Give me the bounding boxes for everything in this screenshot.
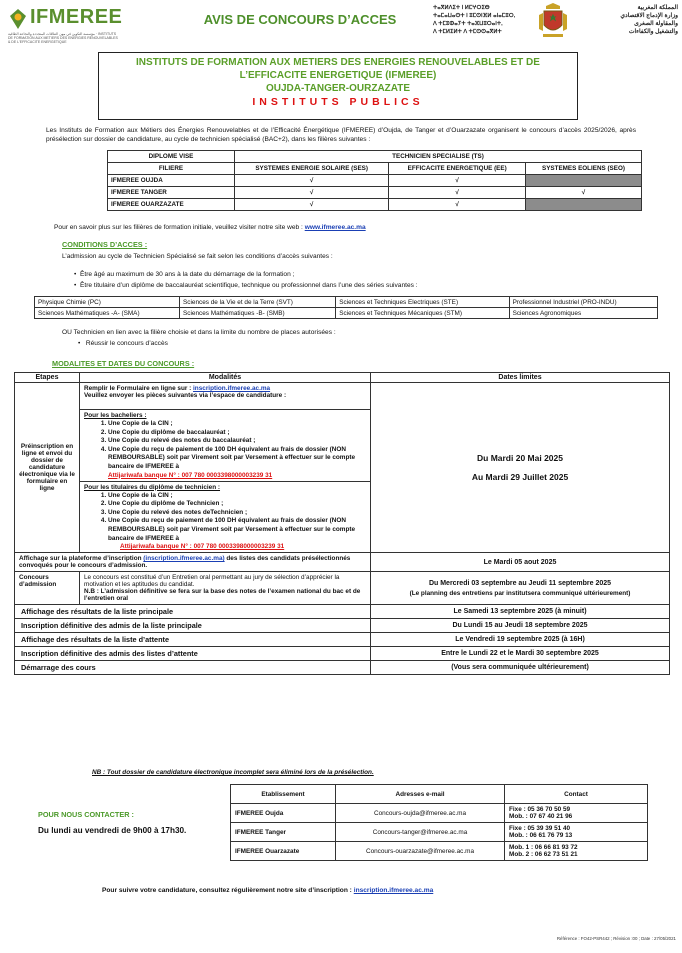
table-header: Etapes — [15, 373, 80, 383]
preinscription-dates: Du Mardi 20 Mai 2025 Au Mardi 29 Juillet 2025 — [371, 383, 670, 553]
table-cell: DIPLOME VISE — [108, 151, 235, 163]
table-row — [15, 572, 670, 605]
arabic-ministry-text: المملكة المغربية وزارة الإدماج الاقتصادي والمقاولة الصغرى والتشغيل والكفاءات — [620, 5, 678, 35]
table-cell: √ — [235, 175, 389, 187]
table-cell: Le Mardi 05 aout 2025 — [371, 553, 670, 572]
preinscription-label: Préinscription en ligne et envoi du dossier de candidature électronique via le formulaire en ligne — [15, 383, 80, 553]
table-cell: √ — [235, 199, 389, 211]
title-line-4: INSTITUTS PUBLICS — [252, 96, 424, 108]
table-cell: SYSTEMES ENERGIE SOLAIRE (SES) — [235, 163, 389, 175]
inscription-link[interactable]: inscription.ifmeree.ac.ma — [193, 385, 271, 392]
table-cell: Entre le Lundi 22 et le Mardi 30 septembre 2025 — [371, 647, 670, 661]
table-cell: Inscription définitive des admis des listes d’attente — [15, 647, 371, 661]
contact-hours: Du lundi au vendredi de 9h00 à 17h30. — [38, 826, 187, 835]
inscription-link[interactable]: inscription.ifmeree.ac.ma — [353, 887, 434, 894]
table-cell: Sciences et Techniques Mécaniques (STM) — [336, 308, 509, 319]
condition-bullet: • Être âgé au maximum de 30 ans à la date du démarrage de la formation ; — [74, 271, 295, 278]
conditions-intro: L’admission au cycle de Technicien Spécialisé se fait selon les conditions d’accès suivantes : — [62, 253, 333, 260]
table-cell: IFMEREE TANGER — [108, 187, 235, 199]
table-cell: Affichage des résultats de la liste principale — [15, 605, 371, 619]
table-row — [231, 842, 648, 861]
contact-heading: POUR NOUS CONTACTER : — [38, 810, 134, 819]
table-row — [15, 661, 670, 675]
series-table — [34, 296, 658, 319]
email-link[interactable]: Concours-ouarzazate@ifmeree.ac.ma — [336, 842, 505, 861]
table-cell: √ — [389, 187, 526, 199]
logo-subtitle: مؤسسة التكوين في مهن الطاقات المتجددة والنجاعة الطاقية · INSTITUTS DE FORMATION AUX METIERS DES ENERGIES RENOUVELABLES & DE L'EFFICACITE ENERGETIQUE — [8, 32, 118, 44]
table-cell: √ — [235, 187, 389, 199]
table-header: Dates limites — [371, 373, 670, 383]
table-cell: FILIERE — [108, 163, 235, 175]
concours-cell: Le concours est constitué d’un Entretien oral permettant au jury de sélection d’apprécier la motivation et les aptitudes du candidat. N.B : L’admission définitive se fera sur la base des notes de l’examen national du bac et de l’entretien oral — [80, 572, 371, 605]
table-cell: Du Lundi 15 au Jeudi 18 septembre 2025 — [371, 619, 670, 633]
bacheliers-cell: Pour les bacheliers : 1. Une Copie de la CIN ; 2. Une Copie du diplôme de baccalauréat ; 3. Une Copie du relevé des notes du baccalauréat ; 4. Une Copie du reçu de paiement de 100 DH équivalent au frais de dossier (NON REMBOURSABLE) soit par Virement soit par Versement à effectuer sur le compte bancaire de IFMEREE à Attijariwafa banque N° : 007 780 0003398000003239 31 — [80, 410, 371, 482]
title-box — [98, 52, 578, 120]
modalites-heading: MODALITES ET DATES DU CONCOURS : — [52, 359, 195, 368]
contact-table — [230, 784, 648, 861]
table-row — [35, 308, 658, 319]
logo-text: IFMEREE — [30, 6, 123, 28]
table-cell: Mob. 1 : 06 66 81 93 72 Mob. 2 : 06 62 73 51 21 — [505, 842, 648, 861]
table-cell: Sciences Mathématiques -B- (SMB) — [180, 308, 336, 319]
table-header: Contact — [505, 785, 648, 804]
title-line-3: OUJDA-TANGER-OURZAZATE — [265, 83, 411, 94]
table-cell: Démarrage des cours — [15, 661, 371, 675]
table-cell: EFFICACITE ENERGETIQUE (EE) — [389, 163, 526, 175]
modalites-table — [14, 372, 670, 675]
table-cell: Sciences Mathématiques -A- (SMA) — [35, 308, 180, 319]
table-cell: √ — [389, 175, 526, 187]
tifinagh-text: ⵜⴰⴳⵍⴷⵉⵜ ⵏ ⵍⵎⵖⵔⵉⴱ ⵜⴰⵎⴰⵡⴰⵙⵜ ⵏ ⵓⵎⵙⵏⴼⵍ ⴰⵏⴰⵎⵓⵔ, ⴷ ⵜⵎⵓⵀⴰⵢⵜ ⵜⴰⵣⵡⵓⵔⴰⵏⵜ, ⴷ ⵜⵎⵍⵉⵍⵜ ⴷ ⵜⵎⵙⵙⴰⴳⵍⵜ — [433, 5, 516, 35]
table-cell: IFMEREE OUJDA — [108, 175, 235, 187]
title-line-2: L’EFFICACITE ENERGETIQUE (IFMEREE) — [239, 70, 437, 81]
table-cell: Le Vendredi 19 septembre 2025 (à 16H) — [371, 633, 670, 647]
table-cell: Fixe : 05 36 70 50 59 Mob. : 07 67 40 21 96 — [505, 804, 648, 823]
table-cell: (Vous sera communiquée ultérieurement) — [371, 661, 670, 675]
concours-label: Concours d’admission — [15, 572, 80, 605]
table-cell: Le Samedi 13 septembre 2025 (à minuit) — [371, 605, 670, 619]
suivre-line: Pour suivre votre candidature, consultez régulièrement notre site d’inscription : inscription.ifmeree.ac.ma — [102, 887, 434, 894]
more-info-line: Pour en savoir plus sur les filières de formation initiale, veuillez visiter notre site web : www.ifmeree.ac.ma — [54, 224, 366, 231]
conditions-heading: CONDITIONS D’ACCES : — [62, 240, 148, 249]
table-cell: SYSTEMES EOLIENS (SEO) — [526, 163, 642, 175]
concours-dates: Du Mercredi 03 septembre au Jeudi 11 septembre 2025 (Le planning des entretiens par institutsera communiqué ultérieurement) — [371, 572, 670, 605]
table-cell: Fixe : 05 39 39 51 40 Mob. : 06 61 76 79 13 — [505, 823, 648, 842]
table-cell: Inscription définitive des admis de la liste principale — [15, 619, 371, 633]
table-row — [108, 163, 642, 175]
table-row — [231, 823, 648, 842]
table-header: Modalités — [80, 373, 371, 383]
table-row — [15, 605, 670, 619]
title-line-1: INSTITUTS DE FORMATION AUX METIERS DES ENERGIES RENOUVELABLES ET DE — [136, 57, 540, 68]
techniciens-cell: Pour les titulaires du diplôme de technicien : 1. Une Copie de la CIN ; 2. Une Copie du diplôme de Technicien ; 3. Une Copie du relevé des notes deTechnicien ; 4. Une Copie du reçu de paiement de 100 DH équivalent au frais de dossier (NON REMBOURSABLE) soit par Virement soit par Versement à effectuer sur le compte bancaire de IFMEREE à Attijariwafa banque N° : 007 780 0003398000003239 31 — [80, 481, 371, 553]
intro-paragraph: Les Instituts de Formation aux Métiers des Énergies Renouvelables et de l’Efficacité Énergétique (IFMEREE) d’Oujda, de Tanger et d’Ouarzazate organisent le concours d’accès 2025/2026, après présélection sur dossier de candidature, au cycle de technicien spécialisé (BAC+2), dans les filières suivantes : — [46, 127, 636, 143]
document-reference: Référence : FO42-PSR442 ; Révision :00 ; Date : 27/05/2021 — [556, 936, 676, 941]
table-cell: √ — [389, 199, 526, 211]
table-cell: IFMEREE Oujda — [231, 804, 336, 823]
table-cell — [526, 199, 642, 211]
table-row — [231, 804, 648, 823]
table-cell: √ — [526, 187, 642, 199]
table-cell: IFMEREE Ouarzazate — [231, 842, 336, 861]
table-row — [231, 785, 648, 804]
condition-bullet: • Être titulaire d’un diplôme de baccalauréat scientifique, technique ou professionnel dans l’une des séries suivantes : — [74, 282, 418, 289]
ifmeree-logo-icon — [8, 8, 28, 30]
table-row — [15, 633, 670, 647]
avis-title: AVIS DE CONCOURS D’ACCES — [203, 12, 397, 27]
table-header: Etablissement — [231, 785, 336, 804]
table-cell: Professionnel Industriel (PRO-INDU) — [509, 297, 657, 308]
ifmeree-logo — [8, 6, 123, 44]
bank-account: Attijariwafa banque N° : 007 780 0003398000003239 31 — [108, 471, 273, 479]
table-row — [108, 199, 642, 211]
table-cell: Sciences Agronomiques — [509, 308, 657, 319]
email-link[interactable]: Concours-tanger@ifmeree.ac.ma — [336, 823, 505, 842]
table-row — [15, 619, 670, 633]
table-row — [108, 175, 642, 187]
nb-note: NB : Tout dossier de candidature électronique incomplet sera éliminé lors de la présélection. — [92, 769, 374, 776]
website-link[interactable]: www.ifmeree.ac.ma — [304, 224, 366, 231]
filieres-table — [107, 150, 642, 211]
table-cell: Sciences et Techniques Electriques (STE) — [336, 297, 509, 308]
table-cell: Sciences de la Vie et de la Terre (SVT) — [180, 297, 336, 308]
table-cell: IFMEREE Tanger — [231, 823, 336, 842]
table-row — [15, 647, 670, 661]
bank-account: Attijariwafa banque N° : 007 780 0003398000003239 31 — [120, 543, 285, 551]
table-header: Adresses e-mail — [336, 785, 505, 804]
technicien-condition: OU Technicien en lien avec la filière choisie et dans la limite du nombre de places autorisées : — [62, 329, 336, 336]
email-link[interactable]: Concours-oujda@ifmeree.ac.ma — [336, 804, 505, 823]
table-row — [35, 297, 658, 308]
affichage-preselection: Affichage sur la plateforme d’inscription (inscription.ifmeree.ac.ma) des listes des candidats présélectionnés convoqués pour le concours d’admission. — [15, 553, 371, 572]
table-cell: Affichage des résultats de la liste d’attente — [15, 633, 371, 647]
table-row — [15, 373, 670, 383]
table-row — [108, 151, 642, 163]
table-cell: TECHNICIEN SPECIALISE (TS) — [235, 151, 642, 163]
table-cell — [526, 175, 642, 187]
table-row — [15, 553, 670, 572]
table-row — [15, 383, 670, 410]
table-cell: Physique Chimie (PC) — [35, 297, 180, 308]
table-cell: IFMEREE OUARZAZATE — [108, 199, 235, 211]
reussir-bullet: • Réussir le concours d’accès — [78, 340, 168, 347]
inscription-link[interactable]: (inscription.ifmeree.ac.ma) — [143, 555, 225, 563]
remplir-cell: Remplir le Formulaire en ligne sur : inscription.ifmeree.ac.ma Veuillez envoyer les pièces suivantes via l’espace de candidature : — [80, 383, 371, 410]
royal-emblem-icon — [538, 3, 568, 39]
table-row — [108, 187, 642, 199]
